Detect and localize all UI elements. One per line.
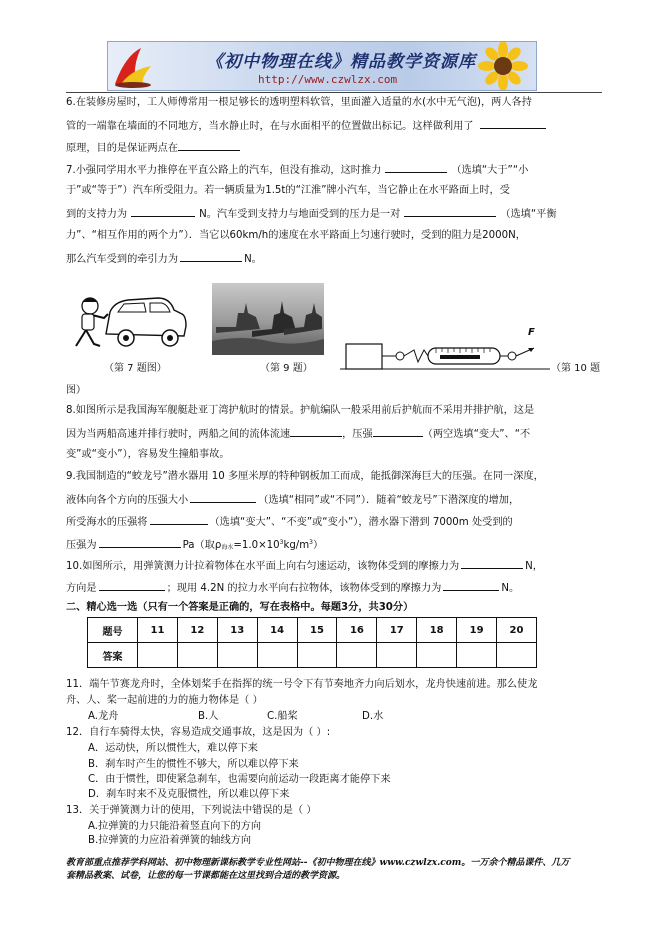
figure-10-caption: （第 10 题 <box>551 363 601 374</box>
q7-blank-2[interactable] <box>131 206 195 217</box>
q6-line-3: 原理，目的是保证两点在 <box>66 140 240 156</box>
answer-table-number: 11 <box>138 618 178 643</box>
figure-10-force-label: F <box>528 327 535 338</box>
figure-10-caption-cont: 图） <box>66 385 86 396</box>
answer-table-number: 18 <box>417 618 457 643</box>
q8-blank-2[interactable] <box>373 426 423 437</box>
q7-line-3: 到的支持力为 N。汽车受到支持力与地面受到的压力是一对 （选填“平衡 <box>66 206 557 222</box>
q8-line-1: 8.如图所示是我国海军舰艇赴亚丁湾护航时的情景。护航编队一般采用前后护航而不采用并排护航，这是 <box>66 405 535 416</box>
answer-cell[interactable] <box>497 643 537 668</box>
answer-table-number: 14 <box>257 618 297 643</box>
header-banner <box>107 41 537 91</box>
answer-cell[interactable] <box>377 643 417 668</box>
figure-10-spring-scale <box>340 336 550 372</box>
answer-table-number: 16 <box>337 618 377 643</box>
banner-url[interactable]: http://www.czwlzx.com <box>258 73 398 86</box>
q6-line-2: 管的一端靠在墙面的不同地方，当水静止时，在与水面相平的位置做出标记。这样做利用了 <box>66 118 546 134</box>
q9-line-2: 液体向各个方向的压强大小 （选填“相同”或“不同”）．随着“蛟龙号”下潜深度的增加， <box>66 492 519 508</box>
q10-blank-2[interactable] <box>99 580 165 591</box>
q13-stem: 13．关于弹簧测力计的使用，下列说法中错误的是（ ） <box>66 805 317 816</box>
answer-table <box>87 617 537 668</box>
q7-line-5: 那么汽车受到的牵引力为 N。 <box>66 251 262 267</box>
q11-line-2: 舟、人、桨一起前进的力的施力物体是（ ） <box>66 695 263 706</box>
q7-line-1: 7.小强同学用水平力推停在平直公路上的汽车，但没有推动，这时推力 （选填“大于”“小 <box>66 162 528 178</box>
q8-line-3: 变”或“变小”），容易发生撞船事故。 <box>66 449 230 460</box>
q9-blank-1[interactable] <box>190 492 256 503</box>
figure-7-caption: （第 7 题图） <box>104 363 167 374</box>
q11-option-d[interactable]: D.水 <box>362 711 384 722</box>
answer-table-row-label: 题号 <box>88 618 138 643</box>
q12-option-b[interactable]: B．刹车时产生的惯性不够大，所以难以停下来 <box>88 759 299 770</box>
q9-line-3: 所受海水的压强将 （选填“变大”、“不变”或“变小”），潜水器下潜到 7000m 处受到的 <box>66 514 513 530</box>
footer-line-1: 教育部重点推荐学科网站、初中物理新课标教学专业性网站--《初中物理在线》www.czwlzx.com。一万余个精品课件、几万 <box>66 858 570 868</box>
q7-line-2: 于”或“等于”）汽车所受阻力。若一辆质量为1.5t的“江淮”牌小汽车，当它静止在水平路面上时，受 <box>66 185 510 196</box>
sunflower-icon <box>474 42 532 90</box>
q12-option-c[interactable]: C．由于惯性，即使紧急刹车，也需要向前运动一段距离才能停下来 <box>88 774 391 785</box>
answer-cell[interactable] <box>417 643 457 668</box>
q7-blank-1[interactable] <box>385 162 447 173</box>
q13-option-a[interactable]: A.拉弹簧的力只能沿着竖直向下的方向 <box>88 821 262 832</box>
q6-blank-2[interactable] <box>178 140 240 151</box>
answer-table-number: 20 <box>497 618 537 643</box>
answer-table-number: 17 <box>377 618 417 643</box>
banner-title: 《初中物理在线》精品教学资源库 <box>206 52 476 72</box>
q7-line-4: 力”、“相互作用的两个力”）．当它以60km/h的速度在水平路面上匀速行驶时，受到的阻力是2000N， <box>66 230 526 241</box>
q6-line-1: 6.在装修房屋时，工人师傅常用一根足够长的透明塑料软管，里面灌入适量的水(水中无气泡)，两人各持 <box>66 97 532 108</box>
answer-table-number: 15 <box>297 618 337 643</box>
site-logo-icon <box>111 44 155 88</box>
q10-blank-1[interactable] <box>461 558 523 569</box>
q11-option-c[interactable]: C.船桨 <box>267 711 298 722</box>
answer-cell[interactable] <box>217 643 257 668</box>
answer-table-number: 19 <box>457 618 497 643</box>
q9-blank-3[interactable] <box>99 537 181 548</box>
q11-option-a[interactable]: A.龙舟 <box>88 711 119 722</box>
q12-option-d[interactable]: D．刹车时来不及克服惯性，所以难以停下来 <box>88 789 290 800</box>
q12-stem: 12．自行车骑得太快，容易造成交通事故，这是因为（ ）: <box>66 727 331 738</box>
answer-table-row-label: 答案 <box>88 643 138 668</box>
q13-option-b[interactable]: B.拉弹簧的力应沿着弹簧的轴线方向 <box>88 835 252 846</box>
answer-cell[interactable] <box>138 643 178 668</box>
answer-cell[interactable] <box>177 643 217 668</box>
q9-line-1: 9.我国制造的“蛟龙号”潜水器用 10 多厘米厚的特种钢板加工而成，能抵御深海巨大的压强。在同一深度， <box>66 471 544 482</box>
q11-option-b[interactable]: B.人 <box>198 711 219 722</box>
answer-cell[interactable] <box>457 643 497 668</box>
q6-blank-1[interactable] <box>480 118 546 129</box>
q10-line-2: 方向是 ；现用 4.2N 的拉力水平向右拉物体，该物体受到的摩擦力为 N。 <box>66 580 519 596</box>
answer-table-number: 12 <box>177 618 217 643</box>
answer-table-header-row <box>88 618 537 643</box>
q8-blank-1[interactable] <box>290 426 342 437</box>
q7-blank-4[interactable] <box>180 251 242 262</box>
q12-option-a[interactable]: A．运动快，所以惯性大，难以停下来 <box>88 743 258 754</box>
q9-blank-2[interactable] <box>150 514 208 525</box>
q10-blank-3[interactable] <box>443 580 499 591</box>
footer-line-2: 套精品教案、试卷，让您的每一节课都能在这里找到合适的教学资源。 <box>66 871 346 881</box>
q10-line-1: 10.如图所示，用弹簧测力计拉着物体在水平面上向右匀速运动，该物体受到的摩擦力为 N， <box>66 558 543 574</box>
q9-line-4: 压强为 Pa（取ρ海水$=1.0\times 10^3kg/m^3$） <box>66 539 324 551</box>
figure-9-warships-photo <box>212 283 324 355</box>
answer-table-answer-row <box>88 643 537 668</box>
section-2-heading: 二、精心选一选（只有一个答案是正确的，写在表格中。每题3分，共30分） <box>66 602 414 613</box>
answer-cell[interactable] <box>257 643 297 668</box>
answer-cell[interactable] <box>297 643 337 668</box>
answer-cell[interactable] <box>337 643 377 668</box>
q11-line-1: 11．端午节赛龙舟时，全体划桨手在指挥的统一号令下有节奏地齐力向后划水，龙舟快速前进。那么使龙 <box>66 679 538 690</box>
figure-9-caption: （第 9 题） <box>260 363 313 374</box>
header-rule <box>66 92 602 93</box>
q8-line-2: 因为当两船高速并排行驶时，两船之间的流体流速 ，压强 （两空选填“变大”、“不 <box>66 426 530 442</box>
figure-7-push-car <box>66 284 188 352</box>
answer-table-number: 13 <box>217 618 257 643</box>
q7-blank-3[interactable] <box>404 206 496 217</box>
